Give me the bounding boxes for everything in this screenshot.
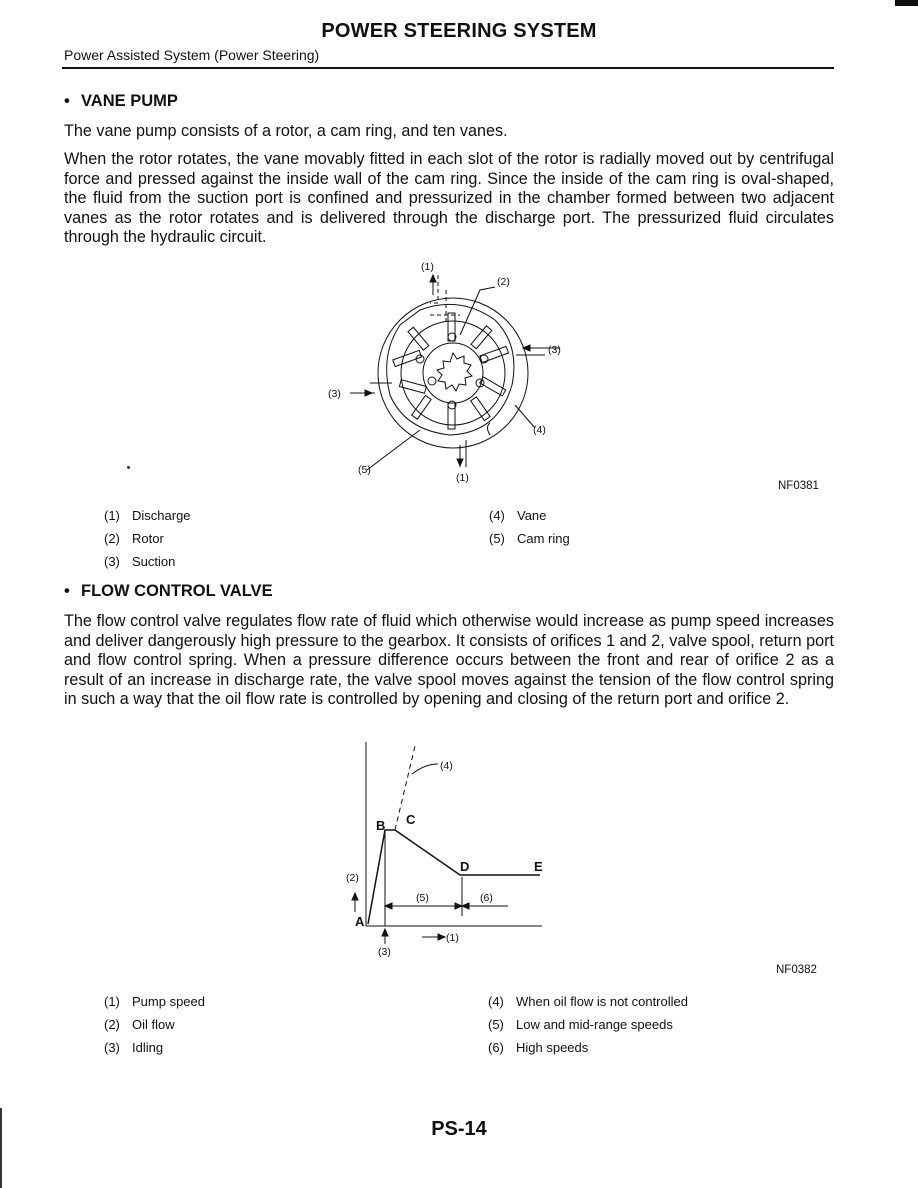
callout-2: (2) — [346, 872, 359, 884]
callout-3-right: (3) — [548, 344, 561, 356]
page-subtitle: Power Assisted System (Power Steering) — [64, 47, 320, 63]
vane-pump-intro: The vane pump consists of a rotor, a cam ring, and ten vanes. — [64, 122, 508, 140]
callout-6: (6) — [480, 892, 493, 904]
vane-pump-description: When the rotor rotates, the vane movably fitted in each slot of the rotor is radially moved out by centrifugal force and pressed against the inside wall of the cam ring. Since the inside of the cam ring is oval-shaped, the fluid from the suction port is confined and pressurized in the chamber formed between two adjacent vanes as the rotor rotates and is delivered through the discharge port. The pressurized fluid circulates through the hydraulic circuit. — [64, 150, 834, 246]
rotor-spline — [437, 353, 472, 391]
heading-text: FLOW CONTROL VALVE — [81, 582, 273, 600]
figure-code: NF0382 — [776, 964, 817, 976]
vanes — [393, 313, 509, 429]
flow-control-description: The flow control valve regulates flow rate of fluid which otherwise would increase as pump speed increases and deliver dangerously high pressure to the gearbox. It consists of orifices 1 and 2, valve spool, return port and flow control spring. When a pressure difference occurs between the front and rear of orifice 2 as a result of an increase in discharge rate, the valve spool moves against the tension of the flow control spring in such a way that the oil flow rate is controlled by opening and closing of the return port and orifice 2. — [64, 612, 834, 708]
legend-item: (1) Pump speed — [104, 994, 205, 1009]
vane-pump-heading — [64, 92, 178, 111]
bullet-icon: • — [64, 92, 70, 110]
callout-4: (4) — [533, 424, 546, 436]
legend-item: (3) Suction — [104, 554, 176, 569]
callout-1: (1) — [446, 932, 459, 944]
heading-text: VANE PUMP — [81, 92, 178, 110]
legend-item: (1) Discharge — [104, 508, 191, 523]
point-c: C — [406, 812, 416, 827]
point-b: B — [376, 818, 386, 833]
callout-1-bottom: (1) — [456, 472, 469, 484]
header-rule — [62, 67, 834, 69]
legend-item: (6) High speeds — [488, 1040, 589, 1055]
page-title: POWER STEERING SYSTEM — [321, 20, 597, 42]
point-e: E — [534, 859, 543, 874]
legend-item: (4) Vane — [489, 508, 547, 523]
callout-3: (3) — [378, 946, 391, 958]
legend-item: (5) Low and mid-range speeds — [488, 1017, 673, 1032]
page-number: PS-14 — [431, 1118, 487, 1140]
vane-pump-diagram — [320, 255, 580, 485]
scan-corner-mark — [895, 0, 918, 6]
legend-item: (2) Oil flow — [104, 1017, 175, 1032]
callout-3-left: (3) — [328, 388, 341, 400]
cam-ring-inner — [387, 304, 514, 435]
bullet-icon: • — [64, 582, 70, 600]
legend-item: (3) Idling — [104, 1040, 164, 1055]
legend-item: (4) When oil flow is not controlled — [488, 994, 688, 1009]
figure-code: NF0381 — [778, 480, 819, 492]
callout-5: (5) — [358, 464, 371, 476]
flow-curve — [368, 830, 540, 924]
callout-4: (4) — [440, 760, 453, 772]
flow-control-heading — [64, 582, 273, 601]
legend-item: (2) Rotor — [104, 531, 164, 546]
flow-control-graph — [340, 742, 560, 962]
scan-dot — [127, 466, 130, 469]
point-d: D — [460, 859, 470, 874]
callout-2: (2) — [497, 276, 510, 288]
rotor-outer — [401, 321, 505, 425]
legend-item: (5) Cam ring — [489, 531, 570, 546]
callout-5: (5) — [416, 892, 429, 904]
point-a: A — [355, 914, 365, 929]
rotor-inner — [423, 343, 483, 403]
callout-1-top: (1) — [421, 261, 434, 273]
